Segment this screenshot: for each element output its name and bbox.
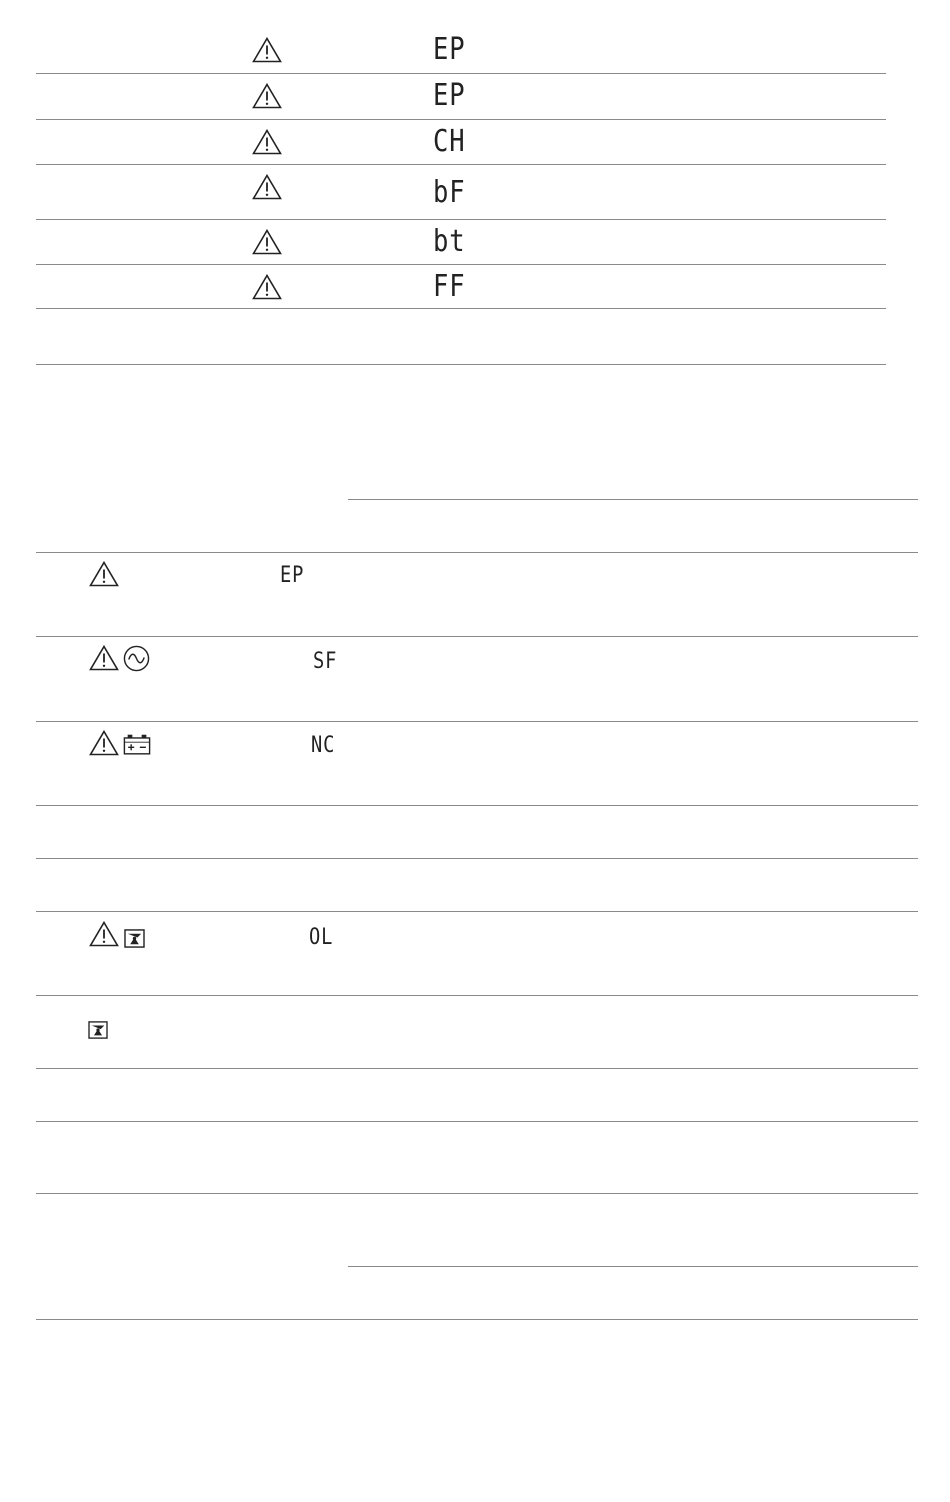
header-sub-divider (348, 499, 918, 500)
fault-code: CH (433, 124, 466, 159)
warning-icon (89, 921, 119, 947)
table-bottom-border (36, 364, 886, 365)
row-divider (36, 636, 918, 637)
ac-sine-icon (123, 645, 150, 672)
row-divider (36, 721, 918, 722)
row-divider (36, 119, 886, 120)
fault-code: NC (311, 733, 336, 758)
warning-icon (252, 174, 282, 200)
row-divider (36, 995, 918, 996)
fault-code: OL (309, 925, 334, 950)
warning-icon (252, 129, 282, 155)
load-icon (124, 929, 145, 948)
warning-icon (89, 561, 119, 587)
row-divider (36, 911, 918, 912)
row-divider (36, 1121, 918, 1122)
warning-icon (252, 83, 282, 109)
row-divider (36, 308, 886, 309)
warning-icon (252, 229, 282, 255)
fault-code: EP (280, 563, 305, 588)
fault-code: FF (433, 269, 466, 304)
row-divider (36, 73, 886, 74)
row-divider (36, 1068, 918, 1069)
row-divider (36, 164, 886, 165)
fault-code: bF (433, 175, 466, 210)
row-divider (36, 264, 886, 265)
row-divider (36, 805, 918, 806)
row-divider (36, 1193, 918, 1194)
row-sub-divider (348, 1266, 918, 1267)
warning-icon (89, 645, 119, 671)
row-divider (36, 858, 918, 859)
fault-code: SF (313, 649, 338, 674)
warning-icon (89, 730, 119, 756)
row-divider (36, 219, 886, 220)
table-bottom-border (36, 1319, 918, 1320)
warning-icon (252, 37, 282, 63)
header-divider (36, 552, 918, 553)
fault-code: EP (433, 32, 466, 67)
fault-code: EP (433, 78, 466, 113)
battery-icon (123, 733, 151, 756)
fault-code: bt (433, 224, 466, 259)
load-icon (88, 1021, 108, 1039)
warning-icon (252, 274, 282, 300)
